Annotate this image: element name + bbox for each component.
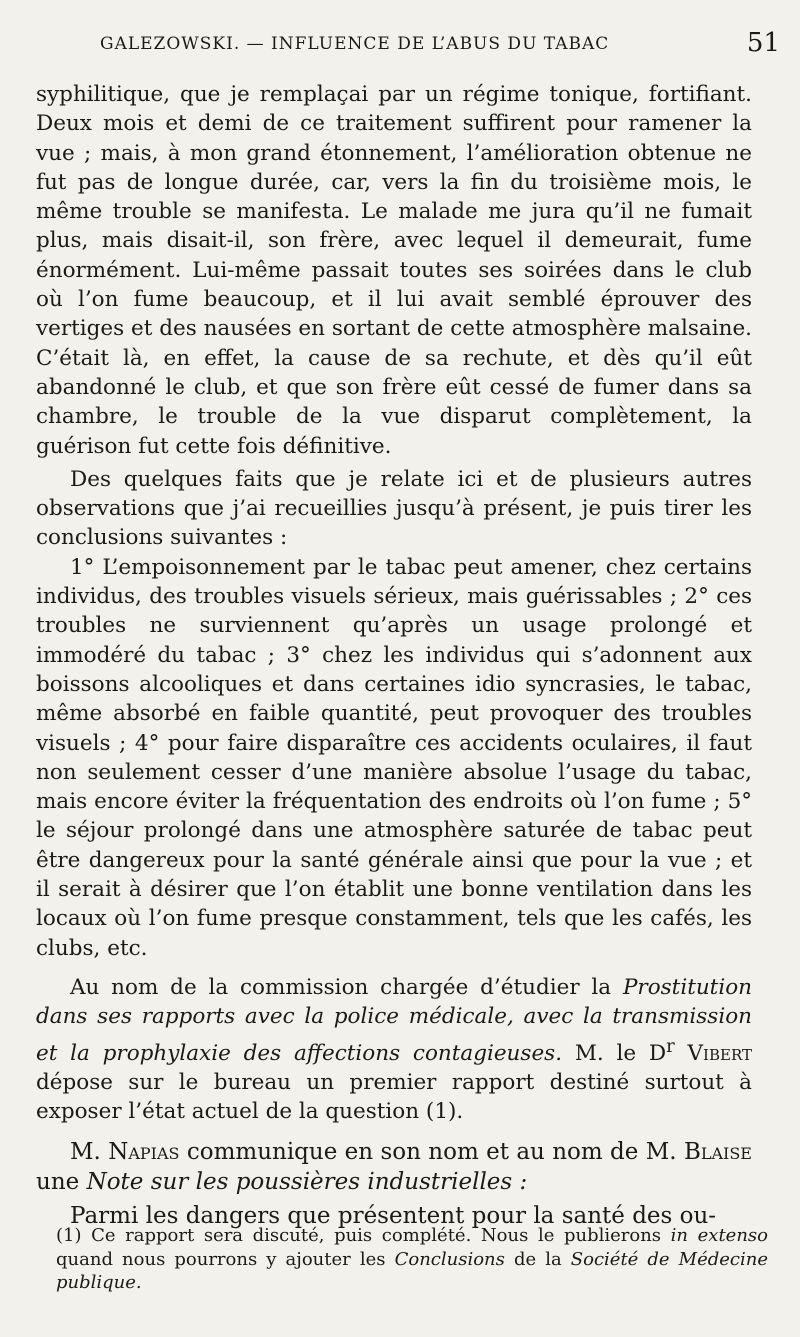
footnote-italic: Société de Médecine publique. [56,1248,768,1293]
paragraph-conclusions-intro: Des quelques faits que je relate ici et de plusieurs autres observations que j’ai recueillies jusqu’à présent, je puis tirer les conclusions suivantes : [36,466,752,551]
page-body [36,80,752,1231]
report-title-italic: Prostitution dans ses rapports avec la police médicale, avec la transmission et la prophylaxie des affections contagieuses. [36,974,752,1066]
paragraph-continuation: syphilitique, que je remplaçai par un régime tonique, fortifiant. Deux mois et demi de ce traitement suffirent pour ramener la vue ; mais, à mon grand étonnement, l’amélioration obtenue ne fut pas de longue durée, car, vers la fin du troisième mois, le même trouble se manifesta. Le malade me jura qu’il ne fumait plus, mais disait-il, son frère, avec lequel il demeurait, fume énormément. Lui-même passait toutes ses soirées dans le club où l’on fume beaucoup, et il lui avait semblé éprouver des vertiges et des nausées en sortant de cette atmosphère malsaine. C’était là, en effet, la cause de sa rechute, et dès qu’il eût abandonné le club, et que son frère eût cessé de fumer dans sa chambre, le trouble de la vue disparut complètement, la guérison fut cette fois définitive. [36,82,752,459]
paragraph-communication [36,1137,752,1197]
doctor-superscript: r [666,1035,675,1057]
page-number: 51 [746,28,780,58]
footnote [56,1224,768,1295]
note-title-italic: Note sur les poussières industrielles : [86,1168,528,1195]
text-run: (1) Ce rapport sera discuté, puis complété. Nous le publierons [56,1225,671,1246]
text-run: Au nom de la commission chargée d’étudier la [70,974,623,1000]
author-name-blaise: Blaise [683,1138,752,1165]
text-run: une [36,1168,87,1195]
paragraph-dangers: Parmi les dangers que présentent pour la santé des ou- [70,1202,717,1229]
running-title: GALEZOWSKI. — INFLUENCE DE L’ABUS DU TABAC [100,34,610,54]
text-run: M. le D [562,1040,667,1066]
author-name-vibert: Vibert [687,1040,752,1066]
running-header [100,28,780,58]
footnote-italic: Conclusions [394,1248,505,1270]
paragraph-commission-report [36,973,752,1127]
text-run: quand nous pourrons y ajouter les [56,1248,395,1270]
footnote-italic: in extenso [670,1225,768,1246]
paragraph-conclusions-list: 1° L’empoisonnement par le tabac peut amener, chez certains individus, des troubles visuels sérieux, mais guérissables ; 2° ces troubles ne surviennent qu’après un usage prolongé et immodéré du tabac ; 3° chez les individus qui s’adonnent aux boissons alcooliques et dans certaines idio syncrasies, le tabac, même absorbé en faible quantité, peut provoquer des troubles visuels ; 4° pour faire disparaître ces accidents oculaires, il faut non seulement cesser d’une manière absolue l’usage du tabac, mais encore éviter la fréquentation des endroits où l’on fume ; 5° le séjour prolongé dans une atmosphère saturée de tabac peut être dangereux pour la santé générale ainsi que pour la vue ; et il serait à désirer que l’on établit une bonne ventilation dans les locaux où l’on fume presque constamment, tels que les cafés, les clubs, etc. [36,554,752,961]
text-run: M. [70,1138,109,1165]
footnote-text [56,1224,768,1295]
text-run: de la [504,1248,571,1270]
text-run: communique en son nom et au nom de M. [179,1138,684,1165]
text-run: dépose sur le bureau un premier rapport destiné surtout à exposer l’état actuel de la question (1). [36,1069,752,1125]
author-name-napias: Napias [108,1138,180,1165]
